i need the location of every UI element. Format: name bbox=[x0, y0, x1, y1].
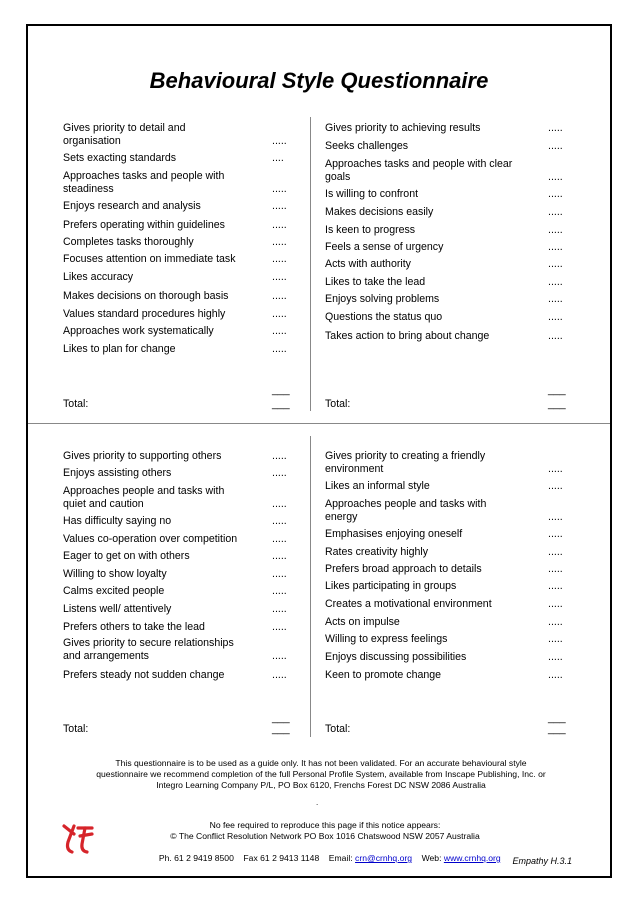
subtotal-line: ___ bbox=[272, 712, 290, 724]
question-text: Enjoys research and analysis bbox=[63, 200, 201, 212]
score-blank[interactable]: ..... bbox=[272, 669, 287, 681]
score-blank[interactable]: ..... bbox=[548, 311, 563, 323]
question-text: Has difficulty saying no bbox=[63, 515, 172, 527]
question-text: energy bbox=[325, 510, 358, 523]
email-link[interactable]: crn@crnhq.org bbox=[355, 853, 413, 863]
question-text: Prefers operating within guidelines bbox=[63, 219, 225, 231]
question-text: organisation bbox=[63, 134, 121, 147]
page-reference: Empathy H.3.1 bbox=[512, 856, 572, 866]
score-blank[interactable]: ..... bbox=[548, 140, 563, 152]
score-blank[interactable]: ..... bbox=[548, 633, 563, 645]
question-item bbox=[63, 621, 205, 634]
question-text: environment bbox=[325, 462, 384, 475]
score-blank[interactable]: ..... bbox=[548, 669, 563, 681]
score-blank[interactable]: ..... bbox=[548, 616, 563, 628]
question-text: Enjoys discussing possibilities bbox=[325, 651, 467, 663]
question-item bbox=[63, 271, 133, 284]
question-text: Prefers broad approach to details bbox=[325, 563, 482, 575]
question-item bbox=[325, 140, 408, 153]
question-text: Gives priority to achieving results bbox=[325, 122, 481, 134]
footer-phone-fax: Ph. 61 2 9419 8500 Fax 61 2 9413 1148 Email: bbox=[158, 853, 356, 863]
question-item bbox=[325, 450, 485, 475]
score-blank[interactable]: ..... bbox=[548, 528, 563, 540]
question-item bbox=[325, 669, 441, 682]
question-item bbox=[325, 330, 489, 343]
question-item bbox=[325, 188, 418, 201]
question-item bbox=[63, 200, 201, 213]
score-blank[interactable]: ..... bbox=[548, 188, 563, 200]
question-item bbox=[63, 170, 224, 195]
question-text: goals bbox=[325, 170, 351, 183]
question-text: quiet and caution bbox=[63, 497, 144, 510]
score-blank[interactable]: ..... bbox=[548, 462, 563, 475]
question-item bbox=[63, 550, 190, 563]
question-text: Eager to get on with others bbox=[63, 550, 190, 562]
score-blank[interactable]: ..... bbox=[272, 568, 287, 580]
question-item bbox=[325, 258, 411, 271]
total-label: Total: bbox=[63, 723, 89, 735]
score-blank[interactable]: ..... bbox=[272, 621, 287, 633]
question-item bbox=[325, 563, 482, 576]
question-item bbox=[63, 290, 228, 303]
score-blank[interactable]: ..... bbox=[272, 134, 287, 147]
total-label: Total: bbox=[325, 723, 351, 735]
question-text: Seeks challenges bbox=[325, 140, 409, 152]
question-item bbox=[63, 253, 236, 266]
score-blank[interactable]: ..... bbox=[548, 122, 563, 134]
question-text: Values co-operation over competition bbox=[63, 533, 238, 545]
column-divider-top bbox=[310, 117, 311, 411]
score-blank[interactable]: ..... bbox=[272, 290, 287, 302]
question-item bbox=[325, 122, 480, 135]
question-text: steadiness bbox=[63, 182, 114, 195]
separator-dot: . bbox=[316, 798, 319, 807]
question-text: Acts on impulse bbox=[325, 616, 400, 628]
score-blank[interactable]: ..... bbox=[548, 580, 563, 592]
question-text: Approaches people and tasks with bbox=[325, 498, 487, 510]
question-item bbox=[63, 568, 167, 581]
question-item bbox=[63, 585, 164, 598]
question-item bbox=[63, 308, 225, 321]
question-text: Keen to promote change bbox=[325, 669, 442, 681]
question-item bbox=[325, 651, 466, 664]
question-text: Gives priority to secure relationships bbox=[63, 637, 234, 649]
question-text: Feels a sense of urgency bbox=[325, 241, 444, 253]
question-text: Prefers steady not sudden change bbox=[63, 669, 225, 681]
question-item bbox=[63, 603, 171, 616]
crn-logo-icon bbox=[60, 820, 96, 856]
question-item bbox=[325, 293, 439, 306]
question-item bbox=[63, 485, 224, 510]
score-blank[interactable]: ..... bbox=[272, 533, 287, 545]
web-link[interactable]: www.crnhq.org bbox=[443, 853, 501, 863]
question-text: Questions the status quo bbox=[325, 311, 443, 323]
question-item bbox=[63, 533, 237, 546]
question-item bbox=[63, 467, 171, 480]
question-text: Approaches tasks and people with bbox=[63, 170, 225, 182]
question-text: Approaches work systematically bbox=[63, 325, 214, 337]
score-blank[interactable]: ..... bbox=[272, 271, 287, 283]
question-item bbox=[325, 546, 428, 559]
score-blank[interactable]: ..... bbox=[272, 585, 287, 597]
score-blank[interactable]: ..... bbox=[272, 182, 287, 195]
question-text: Listens well/ attentively bbox=[63, 603, 172, 615]
score-blank[interactable]: ..... bbox=[272, 450, 287, 462]
question-item bbox=[325, 206, 433, 219]
score-blank[interactable]: ..... bbox=[272, 308, 287, 320]
question-text: Approaches people and tasks with bbox=[63, 485, 225, 497]
question-item bbox=[63, 219, 225, 232]
score-blank[interactable]: ..... bbox=[548, 258, 563, 270]
question-item bbox=[63, 669, 224, 682]
disclaimer-line: Integro Learning Company P/L, PO Box 6120, Frenchs Forest DC NSW 2086 Australia bbox=[156, 780, 486, 790]
column-divider-bottom bbox=[310, 436, 311, 737]
score-blank[interactable]: ..... bbox=[272, 550, 287, 562]
question-item bbox=[325, 224, 415, 237]
score-blank[interactable]: ..... bbox=[272, 343, 287, 355]
question-text: Makes decisions on thorough basis bbox=[63, 290, 229, 302]
question-item bbox=[325, 480, 430, 493]
total-blank[interactable]: ___ bbox=[548, 723, 566, 735]
web-label: Web: bbox=[412, 853, 444, 863]
question-item bbox=[325, 633, 447, 646]
question-text: Likes participating in groups bbox=[325, 580, 457, 592]
question-text: Likes accuracy bbox=[63, 271, 134, 283]
score-blank[interactable]: ..... bbox=[272, 649, 287, 662]
disclaimer-line: questionnaire we recommend completion of the full Personal Profile System, available from Inscape Publishing, Inc. or bbox=[96, 769, 546, 779]
score-blank[interactable]: ..... bbox=[548, 170, 563, 183]
question-text: Completes tasks thoroughly bbox=[63, 236, 194, 248]
score-blank[interactable]: ..... bbox=[548, 206, 563, 218]
question-item bbox=[325, 241, 443, 254]
score-blank[interactable]: ..... bbox=[272, 200, 287, 212]
question-text: Creates a motivational environment bbox=[325, 598, 492, 610]
score-blank[interactable]: ..... bbox=[548, 651, 563, 663]
question-text: Gives priority to detail and bbox=[63, 122, 186, 134]
score-blank[interactable]: ..... bbox=[272, 253, 287, 265]
question-text: Is keen to progress bbox=[325, 224, 416, 236]
question-text: Focuses attention on immediate task bbox=[63, 253, 236, 265]
page-title: Behavioural Style Questionnaire bbox=[149, 68, 489, 93]
disclaimer bbox=[96, 758, 546, 791]
score-blank[interactable]: ..... bbox=[548, 598, 563, 610]
score-blank[interactable]: ..... bbox=[548, 293, 563, 305]
total-label: Total: bbox=[325, 398, 351, 410]
score-blank[interactable]: ..... bbox=[548, 241, 563, 253]
disclaimer-line: This questionnaire is to be used as a guide only. It has not been validated. For an accurate behavioural style bbox=[115, 758, 527, 768]
question-item bbox=[325, 580, 456, 593]
question-item bbox=[63, 343, 176, 356]
question-text: Calms excited people bbox=[63, 585, 165, 597]
question-text: Prefers others to take the lead bbox=[63, 621, 205, 633]
score-blank[interactable]: ..... bbox=[548, 546, 563, 558]
question-item bbox=[63, 637, 234, 662]
question-item bbox=[63, 515, 171, 528]
score-blank[interactable]: ..... bbox=[548, 563, 563, 575]
question-item bbox=[325, 311, 442, 324]
score-blank[interactable]: ..... bbox=[272, 236, 287, 248]
total-blank[interactable]: ___ bbox=[548, 398, 566, 410]
score-blank[interactable]: ..... bbox=[548, 276, 563, 288]
question-text: Takes action to bring about change bbox=[325, 330, 490, 342]
total-blank[interactable]: ___ bbox=[272, 723, 290, 735]
score-blank[interactable]: ..... bbox=[272, 497, 287, 510]
question-text: Enjoys solving problems bbox=[325, 293, 440, 305]
question-text: Rates creativity highly bbox=[325, 546, 429, 558]
question-text: Emphasises enjoying oneself bbox=[325, 528, 463, 540]
question-item bbox=[325, 616, 400, 629]
score-blank[interactable]: ..... bbox=[272, 219, 287, 231]
score-blank[interactable]: ..... bbox=[548, 330, 563, 342]
question-text: Gives priority to supporting others bbox=[63, 450, 222, 462]
question-text: Acts with authority bbox=[325, 258, 411, 270]
question-text: Likes an informal style bbox=[325, 480, 430, 492]
question-text: Sets exacting standards bbox=[63, 152, 177, 164]
question-item bbox=[63, 122, 185, 147]
question-item bbox=[63, 450, 221, 463]
question-text: Gives priority to creating a friendly bbox=[325, 450, 486, 462]
question-text: Likes to take the lead bbox=[325, 276, 426, 288]
subtotal-line: ___ bbox=[548, 712, 566, 724]
footer-notice bbox=[130, 820, 520, 875]
question-item bbox=[63, 152, 176, 165]
question-text: Willing to express feelings bbox=[325, 633, 448, 645]
score-blank[interactable]: ..... bbox=[272, 515, 287, 527]
question-item bbox=[325, 598, 492, 611]
question-text: Enjoys assisting others bbox=[63, 467, 172, 479]
score-blank[interactable]: ..... bbox=[548, 510, 563, 523]
score-blank[interactable]: ..... bbox=[548, 480, 563, 492]
score-blank[interactable]: ..... bbox=[272, 467, 287, 479]
question-item bbox=[63, 236, 194, 249]
subtotal-line: ___ bbox=[548, 384, 566, 396]
question-text: Willing to show loyalty bbox=[63, 568, 167, 580]
question-text: Makes decisions easily bbox=[325, 206, 434, 218]
section-divider bbox=[28, 423, 610, 424]
footer-line-3 bbox=[130, 842, 520, 875]
score-blank[interactable]: .... bbox=[272, 152, 284, 164]
subtotal-line: ___ bbox=[272, 384, 290, 396]
question-text: and arrangements bbox=[63, 649, 149, 662]
footer-line-2: © The Conflict Resolution Network PO Box 1016 Chatswood NSW 2057 Australia bbox=[170, 831, 480, 841]
score-blank[interactable]: ..... bbox=[272, 603, 287, 615]
score-blank[interactable]: ..... bbox=[548, 224, 563, 236]
question-item bbox=[325, 158, 512, 183]
footer-line-1: No fee required to reproduce this page if this notice appears: bbox=[209, 820, 441, 830]
total-blank[interactable]: ___ bbox=[272, 398, 290, 410]
question-item bbox=[63, 325, 214, 338]
score-blank[interactable]: ..... bbox=[272, 325, 287, 337]
question-text: Is willing to confront bbox=[325, 188, 419, 200]
question-text: Values standard procedures highly bbox=[63, 308, 226, 320]
question-item bbox=[325, 498, 486, 523]
question-item bbox=[325, 528, 462, 541]
total-label: Total: bbox=[63, 398, 89, 410]
question-text: Likes to plan for change bbox=[63, 343, 176, 355]
question-item bbox=[325, 276, 425, 289]
question-text: Approaches tasks and people with clear bbox=[325, 158, 513, 170]
